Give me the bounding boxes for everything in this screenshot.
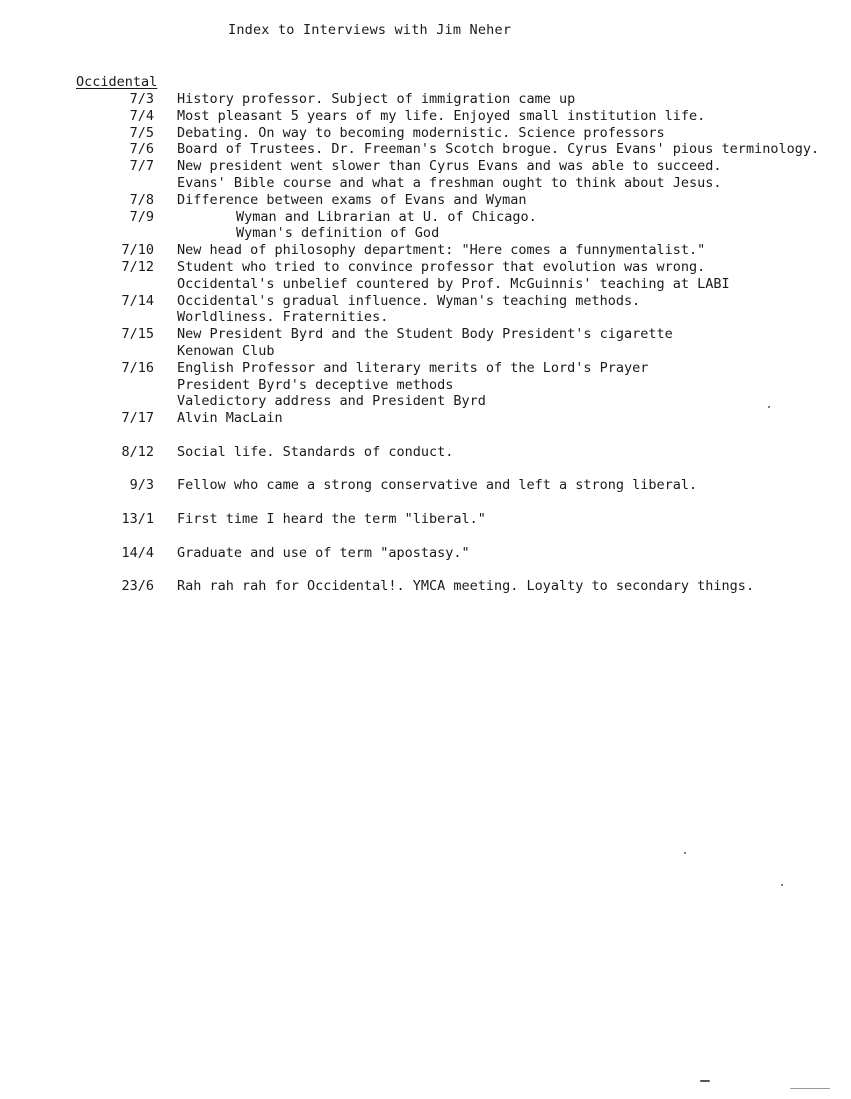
entry-line: Wyman and Librarian at U. of Chicago.: [236, 208, 537, 225]
entry-description: [177, 91, 851, 108]
entry-reference: 13/1: [121, 510, 154, 527]
entry-line: History professor. Subject of immigration came up: [177, 91, 576, 107]
entry-description: [177, 108, 851, 125]
section-heading: Occidental: [76, 74, 158, 90]
index-entry: [0, 477, 851, 494]
entry-description: [177, 444, 851, 461]
entry-line: Debating. On way to becoming modernistic. Science professors: [177, 124, 665, 141]
entry-line: Occidental's unbelief countered by Prof. McGuinnis' teaching at LABI: [177, 275, 730, 292]
scan-speck: [768, 406, 770, 408]
index-entry: [0, 242, 851, 259]
entry-description: [177, 410, 851, 427]
entry-description: [177, 192, 851, 209]
entry-line: English Professor and literary merits of the Lord's Prayer: [177, 359, 649, 376]
index-entry: [0, 108, 851, 125]
index-entry: [0, 410, 851, 427]
entry-description: [177, 511, 851, 528]
entry-reference: 7/15: [121, 326, 154, 343]
entry-reference: 9/3: [129, 477, 154, 494]
entry-description: [177, 545, 851, 562]
entry-description: [177, 158, 851, 192]
index-entry: [0, 326, 851, 360]
entry-line: Valedictory address and President Byrd: [177, 393, 486, 410]
document-title: Index to Interviews with Jim Neher: [228, 22, 512, 38]
entry-gap: [0, 528, 851, 545]
index-entry: [0, 444, 851, 461]
scan-speck: [781, 884, 783, 886]
entry-gap: [0, 561, 851, 578]
scan-speck: [700, 1080, 710, 1082]
index-entry: [0, 545, 851, 562]
entry-reference: 7/17: [121, 410, 154, 427]
entry-reference: 7/12: [121, 258, 154, 275]
index-entry: [0, 91, 851, 108]
entry-line: Worldliness. Fraternities.: [177, 309, 389, 326]
index-entry: [0, 192, 851, 209]
index-entry: [0, 360, 851, 410]
entry-line: New head of philosophy department: "Here comes a funnymentalist.": [177, 242, 706, 259]
entry-description: [177, 242, 851, 259]
entry-description: [177, 259, 851, 293]
entry-gap: [0, 461, 851, 478]
scan-speck: [684, 852, 686, 854]
entry-description: [177, 293, 851, 327]
entry-description: [177, 125, 851, 142]
entry-line: Wyman's definition of God: [236, 225, 440, 242]
entry-line: Board of Trustees. Dr. Freeman's Scotch brogue. Cyrus Evans' pious terminology.: [177, 141, 820, 158]
entry-line: New president went slower than Cyrus Evans and was able to succeed.: [177, 158, 722, 175]
index-entries: [0, 91, 851, 595]
entry-description: [177, 141, 851, 158]
entry-description: [177, 477, 851, 494]
entry-reference: 7/5: [129, 124, 154, 141]
entry-description: [177, 326, 851, 360]
index-entry: [0, 209, 851, 243]
index-entry: [0, 141, 851, 158]
entry-line: President Byrd's deceptive methods: [177, 376, 454, 393]
entry-reference: 7/7: [129, 158, 154, 175]
entry-line: Rah rah rah for Occidental!. YMCA meeting. Loyalty to secondary things.: [177, 578, 755, 595]
entry-reference: 23/6: [121, 578, 154, 595]
entry-reference: 7/9: [129, 208, 154, 225]
entry-reference: 7/10: [121, 242, 154, 259]
entry-line: Student who tried to convince professor that evolution was wrong.: [177, 258, 706, 275]
entry-line: New President Byrd and the Student Body President's cigarette: [177, 326, 673, 343]
entry-line: Fellow who came a strong conservative and left a strong liberal.: [177, 477, 698, 494]
entry-line: Kenowan Club: [177, 342, 275, 359]
entry-line: Graduate and use of term "apostasy.": [177, 544, 470, 561]
index-entry: [0, 125, 851, 142]
entry-gap: [0, 427, 851, 444]
entry-description: [177, 360, 851, 410]
entry-reference: 7/4: [129, 107, 154, 124]
entry-line: Most pleasant 5 years of my life. Enjoyed small institution life.: [177, 107, 706, 124]
index-entry: [0, 259, 851, 293]
entry-description: [177, 209, 851, 243]
entry-line: Social life. Standards of conduct.: [177, 443, 454, 460]
entry-line: Alvin MacLain: [177, 410, 283, 427]
entry-reference: 14/4: [121, 544, 154, 561]
entry-reference: 7/6: [129, 141, 154, 158]
entry-line: Difference between exams of Evans and Wyman: [177, 191, 527, 208]
entry-description: [177, 578, 851, 595]
entry-gap: [0, 494, 851, 511]
entry-reference: 7/16: [121, 359, 154, 376]
index-entry: [0, 293, 851, 327]
index-entry: [0, 511, 851, 528]
entry-reference: 7/3: [129, 91, 154, 107]
entry-line: Occidental's gradual influence. Wyman's teaching methods.: [177, 292, 641, 309]
entry-reference: 7/8: [129, 191, 154, 208]
entry-line: First time I heard the term "liberal.": [177, 510, 486, 527]
index-entry: [0, 158, 851, 192]
index-entry: [0, 578, 851, 595]
scan-speck: [790, 1088, 830, 1089]
entry-reference: 8/12: [121, 443, 154, 460]
entry-line: Evans' Bible course and what a freshman ought to think about Jesus.: [177, 174, 722, 191]
entry-reference: 7/14: [121, 292, 154, 309]
